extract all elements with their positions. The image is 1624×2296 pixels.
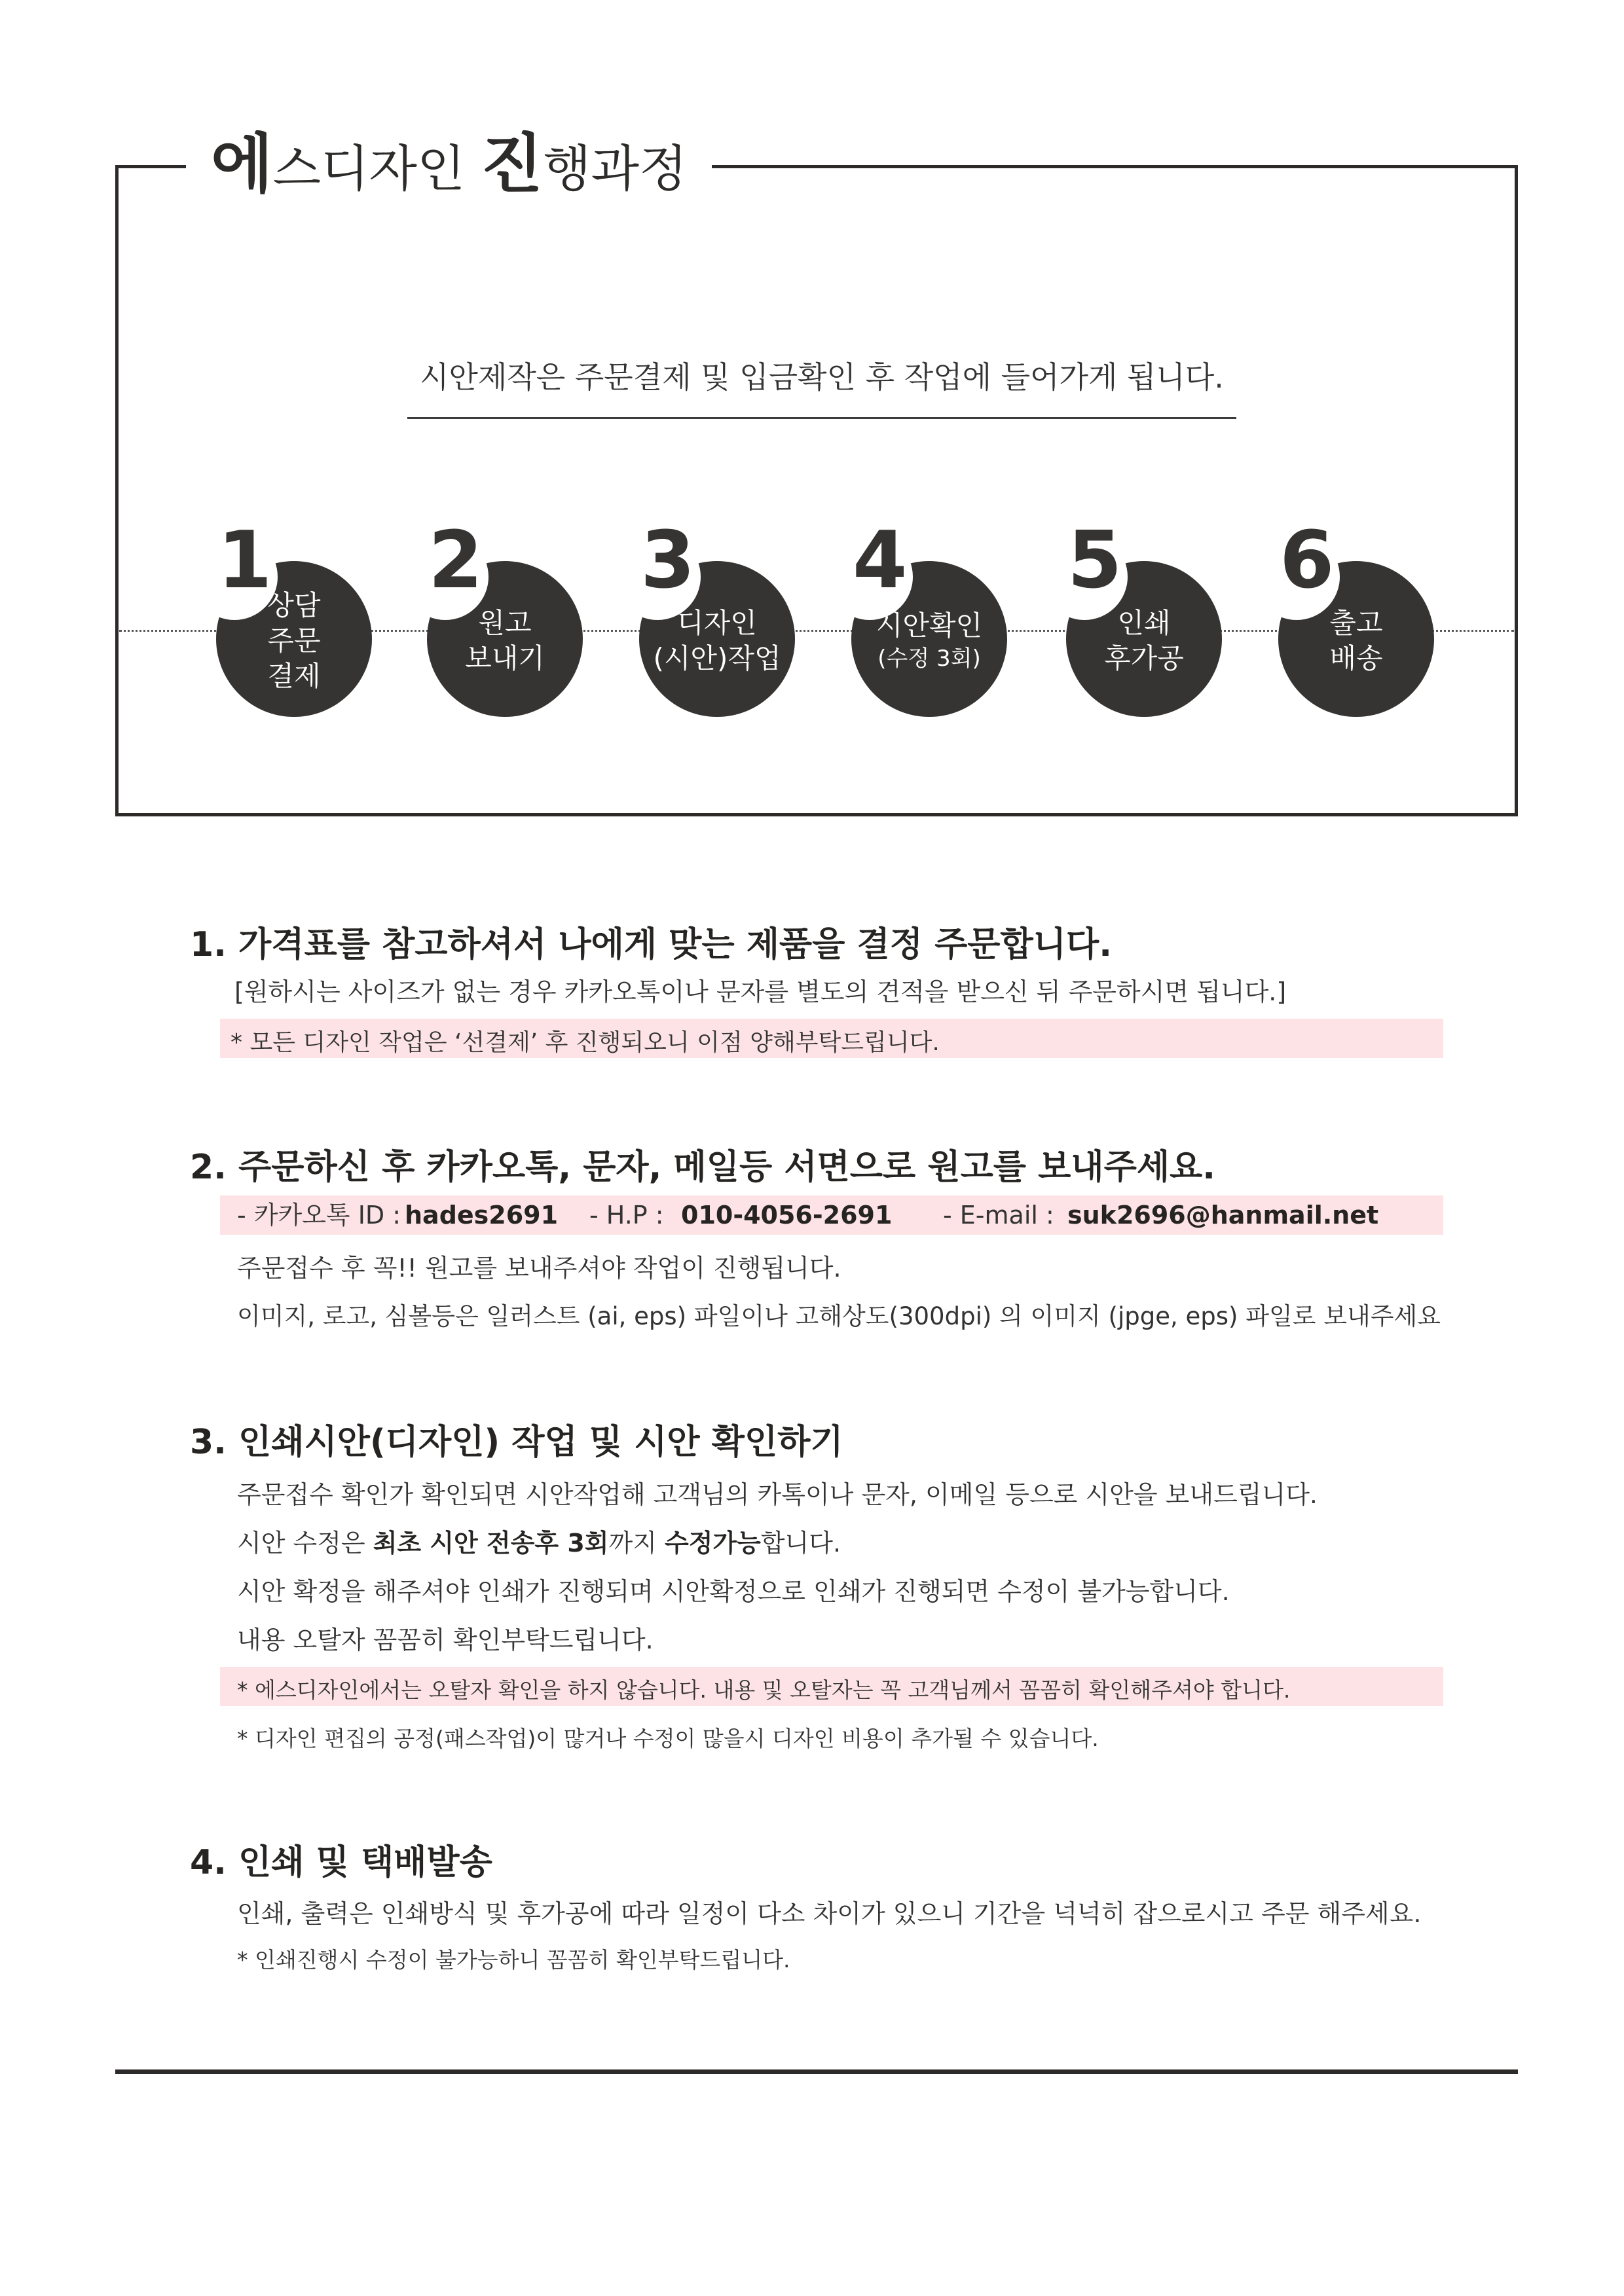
footer-divider bbox=[115, 2069, 1518, 2074]
section-4-line-1: 인쇄, 출력은 인쇄방식 및 후가공에 따라 일정이 다소 차이가 있으니 기간을 넉넉히 잡으로시고 주문 해주세요. bbox=[237, 1899, 1422, 1928]
step-number: 4 bbox=[853, 515, 908, 606]
section-4-title: 4. 인쇄 및 택배발송 bbox=[190, 1843, 492, 1882]
step-4 bbox=[843, 515, 1007, 710]
section-2-line-2: 이미지, 로고, 심볼등은 일러스트 (ai, eps) 파일이나 고해상도(300dpi) 의 이미지 (jpge, eps) 파일로 보내주세요 bbox=[237, 1302, 1441, 1330]
kakao-id: hades2691 bbox=[405, 1201, 559, 1230]
step-number: 3 bbox=[640, 515, 695, 606]
section-2-line-1: 주문접수 후 꼭!! 원고를 보내주셔야 작업이 진행됩니다. bbox=[237, 1254, 841, 1283]
email-label: - E-mail : bbox=[943, 1201, 1054, 1230]
section-3-line-3: 시안 확정을 해주셔야 인쇄가 진행되며 시안확정으로 인쇄가 진행되면 수정이 불가능합니다. bbox=[237, 1577, 1230, 1606]
step-number: 5 bbox=[1067, 515, 1122, 606]
step-label: 원고 보내기 bbox=[465, 607, 545, 674]
step-6 bbox=[1270, 515, 1434, 710]
step-label: 인쇄 후가공 bbox=[1104, 607, 1184, 674]
notice-underline bbox=[407, 417, 1236, 419]
step-5 bbox=[1058, 515, 1222, 710]
step-number: 2 bbox=[428, 515, 483, 606]
step-2 bbox=[419, 515, 583, 710]
section-2-title: 2. 주문하신 후 카카오톡, 문자, 메일등 서면으로 원고를 보내주세요. bbox=[190, 1148, 1216, 1187]
section-3-line-1: 주문접수 확인가 확인되면 시안작업해 고객님의 카톡이나 문자, 이메일 등으로 시안을 보내드립니다. bbox=[237, 1480, 1318, 1509]
process-notice: 시안제작은 주문결제 및 입금확인 후 작업에 들어가게 됩니다. bbox=[420, 359, 1224, 395]
section-1-title: 1. 가격표를 참고하셔서 나에게 맞는 제품을 결정 주문합니다. bbox=[190, 925, 1112, 964]
section-3-line-2: 시안 수정은 최초 시안 전송후 3회까지 수정가능합니다. bbox=[237, 1529, 841, 1558]
step-label: 시안확인 (수정 3회) bbox=[876, 610, 983, 672]
section-3-note-1: * 에스디자인에서는 오탈자 확인을 하지 않습니다. 내용 및 오탈자는 꼭 고객님께서 꼼꼼히 확인해주셔야 합니다. bbox=[237, 1677, 1291, 1703]
section-3-line-4: 내용 오탈자 꼼꼼히 확인부탁드립니다. bbox=[237, 1626, 654, 1654]
contact-info bbox=[237, 1195, 1378, 1231]
section-3-note-2: * 디자인 편집의 공정(패스작업)이 많거나 수정이 많을시 디자인 비용이 추가될 수 있습니다. bbox=[237, 1726, 1099, 1751]
hp-label: - H.P : bbox=[589, 1201, 664, 1230]
section-4-note: * 인쇄진행시 수정이 불가능하니 꼼꼼히 확인부탁드립니다. bbox=[237, 1947, 790, 1973]
section-1-note: * 모든 디자인 작업은 ‘선결제’ 후 진행되오니 이점 양해부탁드립니다. bbox=[231, 1029, 940, 1056]
section-3-title: 3. 인쇄시안(디자인) 작업 및 시안 확인하기 bbox=[190, 1423, 843, 1462]
step-number: 6 bbox=[1280, 515, 1335, 606]
email-address: suk2696@hanmail.net bbox=[1067, 1201, 1379, 1230]
kakao-label: - 카카오톡 ID : bbox=[237, 1201, 401, 1230]
step-3 bbox=[631, 515, 795, 710]
hp-number: 010-4056-2691 bbox=[681, 1201, 893, 1230]
process-frame bbox=[115, 165, 1518, 816]
step-1 bbox=[208, 515, 372, 710]
step-label: 출고 배송 bbox=[1329, 607, 1383, 674]
section-1-line: [원하시는 사이즈가 없는 경우 카카오톡이나 문자를 별도의 견적을 받으신 뒤 주문하시면 됩니다.] bbox=[234, 977, 1287, 1006]
step-label: 상담 주문 결제 bbox=[267, 589, 321, 692]
step-label: 디자인 (시안)작업 bbox=[653, 607, 781, 674]
step-number: 1 bbox=[217, 515, 272, 606]
process-title: 에스디자인 진행과정 bbox=[186, 122, 712, 207]
